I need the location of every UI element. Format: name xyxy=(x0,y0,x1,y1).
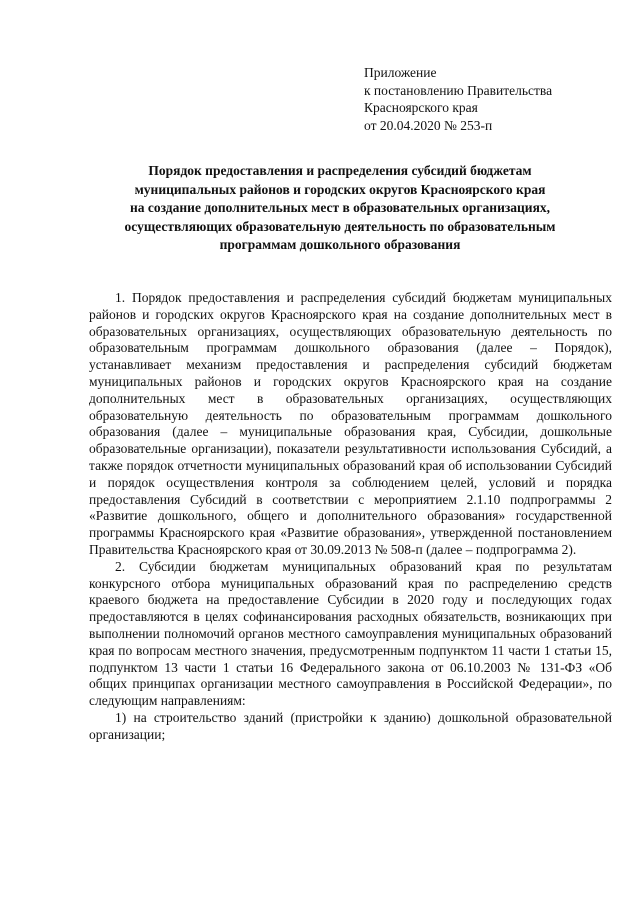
title-line: Порядок предоставления и распределения субсидий бюджетам xyxy=(148,163,532,178)
appendix-line: Красноярского края xyxy=(364,100,478,115)
appendix-line: Приложение xyxy=(364,65,437,80)
title-line: муниципальных районов и городских округов Красноярского края xyxy=(134,181,546,197)
document-title xyxy=(60,162,620,255)
appendix-line: от 20.04.2020 № 253-п xyxy=(364,117,493,133)
document-body xyxy=(89,290,612,744)
title-line: на создание дополнительных мест в образовательных организациях, xyxy=(129,200,551,215)
title-line: осуществляющих образовательную деятельность по образовательным xyxy=(124,218,556,234)
paragraph-2-item-1: 1) на строительство зданий (пристройки к зданию) дошкольной образовательной организации; xyxy=(89,709,612,742)
paragraph-1: 1. Порядок предоставления и распределения субсидий бюджетам муниципальных районов и городских округов Красноярского края на создание дополнительных мест в образовательных организациях, осуществляющих образовательную деятельность по образовательным программам дошкольного образования (далее – Порядок), устанавливает механизм предоставления и распределения субсидий бюджетам муниципальных районов и городских округов Красноярского края на создание дополнительных мест в образовательных организациях, осуществляющих образовательную деятельность по образовательным программам дошкольного образования (далее – муниципальные образования края, Субсидии, дошкольные образовательные организации), показатели результативности использования Субсидий, а также порядок отчетности муниципальных образований края об использовании Субсидий и порядок осуществления контроля за соблюдением целей, условий и порядка предоставления Субсидий в соответствии с мероприятием 2.1.10 подпрограммы 2 «Развитие дошкольного, общего и дополнительного образования» государственной программы Красноярского края «Развитие образования», утвержденной постановлением Правительства Красноярского края от 30.09.2013 № 508-п (далее – подпрограмма 2). xyxy=(89,290,612,557)
title-line: программам дошкольного образования xyxy=(219,237,461,252)
appendix-line: к постановлению Правительства xyxy=(364,82,553,98)
paragraph-2: 2. Субсидии бюджетам муниципальных образований края по результатам конкурсного отбора муниципальных образований края по распределению средств краевого бюджета на предоставление Субсидии в 2020 году и последующих годах предоставляются в целях софинансирования расходных обязательств, возникающих при выполнении полномочий органов местного самоуправления муниципальных образований края по вопросам местного значения, предусмотренным подпунктом 11 части 1 статьи 15, подпунктом 13 части 1 статьи 16 Федерального закона от 06.10.2003 № 131-ФЗ «Об общих принципах организации местного самоуправления в Российской Федерации», по следующим направлениям: xyxy=(89,558,612,709)
appendix-block xyxy=(364,64,552,134)
